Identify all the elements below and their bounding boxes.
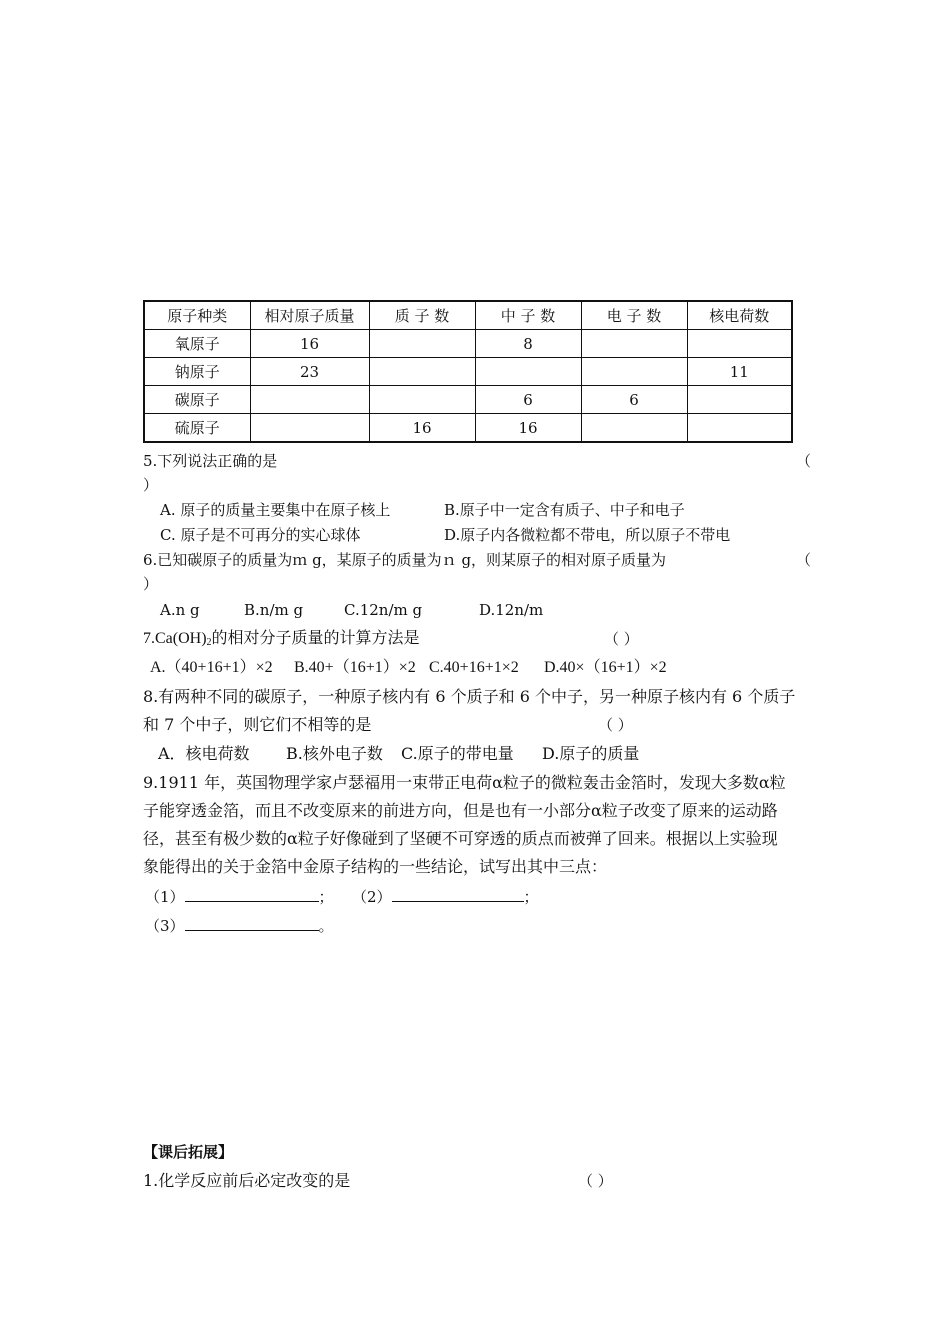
q7-option-b: B.40+（16+1）×2: [294, 659, 416, 676]
q6-option-c: C.12n/m g: [344, 601, 423, 619]
q5-option-d: D.原子内各微粒都不带电，所以原子不带电: [444, 526, 731, 544]
table-cell: [687, 386, 792, 414]
q6-paren-close: ）: [143, 575, 159, 593]
section-heading: 【课后拓展】: [143, 1143, 234, 1161]
table-cell: [475, 358, 581, 386]
table-cell: [581, 330, 687, 358]
table-row: [144, 330, 792, 358]
q8-option-d: D.原子的质量: [542, 744, 640, 763]
q8-line-1: 8.有两种不同的碳原子，一种原子核内有 6 个质子和 6 个中子，另一种原子核内有 6 个质子: [143, 687, 796, 706]
table-cell: 8: [475, 330, 581, 358]
table-cell: 氧原子: [144, 330, 250, 358]
table-cell: 碳原子: [144, 386, 250, 414]
answer-blank-1[interactable]: [185, 886, 319, 902]
table-cell: [369, 358, 475, 386]
table-row: [144, 386, 792, 414]
table-row: [144, 414, 792, 443]
table-cell: [581, 414, 687, 443]
q5-option-c: C. 原子是不可再分的实心球体: [160, 526, 361, 544]
table-header: 电 子 数: [581, 301, 687, 330]
q7-option-a: A.（40+16+1）×2: [150, 659, 273, 676]
table-cell: 16: [369, 414, 475, 443]
table-cell: [369, 386, 475, 414]
table-cell: 16: [250, 330, 369, 358]
table-header: 中 子 数: [475, 301, 581, 330]
table-cell: [687, 330, 792, 358]
table-cell: [687, 414, 792, 443]
ext-q1-paren: （ ）: [578, 1172, 613, 1190]
table-cell: 6: [475, 386, 581, 414]
table-cell: 16: [475, 414, 581, 443]
q9-answer-2: （2） ；: [352, 888, 539, 906]
q6-option-d: D.12n/m: [479, 601, 544, 619]
ext-q1-stem: 1.化学反应前后必定改变的是: [143, 1171, 351, 1190]
q7-paren: （ ）: [604, 630, 639, 648]
q9-line-2: 子能穿透金箔，而且不改变原来的前进方向，但是也有一小部分α粒子改变了原来的运动路: [143, 801, 778, 820]
table-cell: [369, 330, 475, 358]
table-cell: 6: [581, 386, 687, 414]
answer-blank-3[interactable]: [185, 915, 319, 931]
table-row: [144, 358, 792, 386]
atom-table: [143, 300, 793, 443]
table-cell: 钠原子: [144, 358, 250, 386]
table-header: 相对原子质量: [250, 301, 369, 330]
q9-answer-3: （3） 。: [145, 917, 334, 935]
q6-stem: 6.已知碳原子的质量为ｍ g，某原子的质量为ｎ g，则某原子的相对原子质量为: [143, 551, 667, 569]
table-cell: 11: [687, 358, 792, 386]
q8-line-2: 和 7 个中子，则它们不相等的是: [143, 715, 372, 734]
table-header: 核电荷数: [687, 301, 792, 330]
q8-option-c: C.原子的带电量: [401, 744, 514, 763]
q9-answer-1: （1） ；: [145, 888, 334, 906]
q5-option-a: A. 原子的质量主要集中在原子核上: [160, 501, 391, 519]
q7-option-c: C.40+16+1×2: [429, 659, 519, 676]
table-cell: [581, 358, 687, 386]
q7-stem: $7.Ca(OH)_2$的相对分子质量的计算方法是: [143, 630, 420, 648]
table-header: 原子种类: [144, 301, 250, 330]
q5-paren-open: （: [796, 452, 812, 470]
q9-line-1: 9.1911 年，英国物理学家卢瑟福用一束带正电荷α粒子的微粒轰击金箔时，发现大多数α粒: [143, 773, 786, 792]
q8-option-b: B.核外电子数: [286, 744, 383, 763]
q5-option-b: B.原子中一定含有质子、中子和电子: [444, 501, 685, 519]
table-cell: 23: [250, 358, 369, 386]
q8-paren: （ ）: [598, 716, 633, 734]
table-cell: 硫原子: [144, 414, 250, 443]
table-header-row: [144, 301, 792, 330]
q6-paren-open: （: [796, 551, 812, 569]
q5-stem: 5.下列说法正确的是: [143, 452, 278, 470]
table-cell: [250, 386, 369, 414]
table-cell: [250, 414, 369, 443]
q6-option-a: A.n g: [160, 601, 200, 619]
q6-option-b: B.n/m g: [244, 601, 304, 619]
answer-blank-2[interactable]: [392, 886, 524, 902]
q5-paren-close: ）: [143, 476, 159, 494]
q8-option-a: A．核电荷数: [158, 744, 250, 763]
table-header: 质 子 数: [369, 301, 475, 330]
q7-option-d: D.40×（16+1）×2: [544, 659, 667, 676]
q9-line-3: 径，甚至有极少数的α粒子好像碰到了坚硬不可穿透的质点而被弹了回来。根据以上实验现: [143, 829, 778, 848]
q9-line-4: 象能得出的关于金箔中金原子结构的一些结论，试写出其中三点：: [143, 857, 608, 876]
